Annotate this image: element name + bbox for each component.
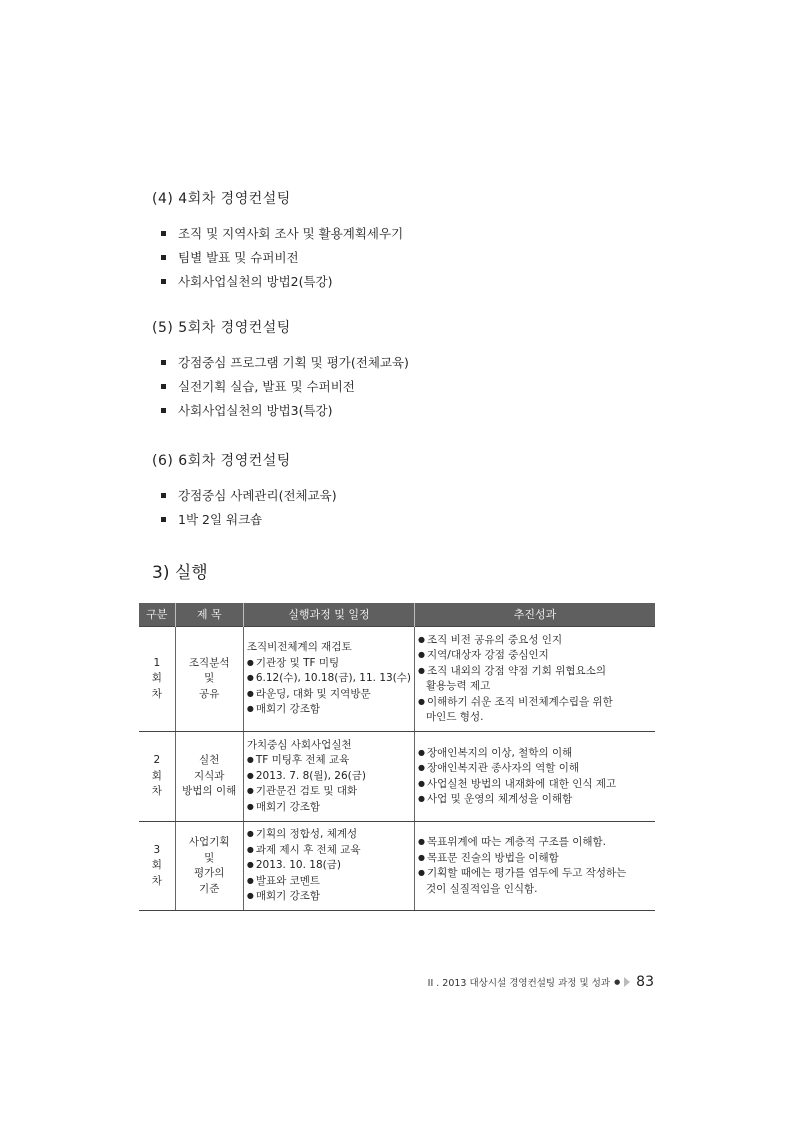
square-bullet-icon xyxy=(161,408,166,413)
header-title: 제 목 xyxy=(175,603,243,627)
footer-chapter-text: II . 2013 대상시설 경영컨설팅 과정 및 성과 xyxy=(427,978,611,989)
execution-table xyxy=(139,603,655,911)
list-item: 실전기획 실습, 발표 및 수퍼비전 xyxy=(152,375,409,399)
header-division: 구분 xyxy=(139,603,175,627)
table-header-row xyxy=(139,603,655,627)
dot-icon: ● xyxy=(614,978,621,986)
square-bullet-icon xyxy=(161,231,166,236)
bullet-list xyxy=(152,484,337,532)
execution-heading: 3) 실행 xyxy=(152,563,208,583)
square-bullet-icon xyxy=(161,360,166,365)
section-5 xyxy=(152,317,409,423)
table-row xyxy=(139,822,655,911)
square-bullet-icon xyxy=(161,517,166,522)
title-cell: 조직분석 및 공유 xyxy=(175,627,243,732)
header-results: 추진성과 xyxy=(415,603,655,627)
results-cell: ● 목표위계에 따는 계층적 구조를 이해함. ● 목표문 진술의 방법을 이해함 ● 기획할 때에는 평가를 염두에 두고 작성하는 것이 실질적임을 인식함. xyxy=(415,822,655,911)
results-cell: ● 장애인복지의 이상, 철학의 이해 ● 장애인복지관 종사자의 역할 이해 ● 사업실천 방법의 내재화에 대한 인식 제고 ● 사업 및 운영의 체계성을 이해함 xyxy=(415,732,655,822)
list-item: 조직 및 지역사회 조사 및 활용계획세우기 xyxy=(152,222,403,246)
table-row xyxy=(139,732,655,822)
page-footer xyxy=(428,974,654,990)
section-4 xyxy=(152,188,403,294)
section-6 xyxy=(152,450,337,532)
list-item: 1박 2일 워크숍 xyxy=(152,508,337,532)
section-heading: (4) 4회차 경영컨설팅 xyxy=(152,191,291,207)
header-process: 실행과정 및 일정 xyxy=(243,603,414,627)
table-row xyxy=(139,627,655,732)
page-number: 83 xyxy=(636,974,654,990)
process-cell: ● 기획의 정합성, 체계성 ● 과제 제시 후 전체 교육 ● 2013. 10. 18(금) ● 발표와 코멘트 ● 매회기 강조함 xyxy=(243,822,414,911)
round-cell: 2 회 차 xyxy=(139,732,175,822)
title-cell: 사업기획 및 평가의 기준 xyxy=(175,822,243,911)
round-cell: 1 회 차 xyxy=(139,627,175,732)
bullet-list xyxy=(152,351,409,423)
square-bullet-icon xyxy=(161,384,166,389)
square-bullet-icon xyxy=(161,279,166,284)
list-item: 강점중심 프로그램 기획 및 평가(전체교육) xyxy=(152,351,409,375)
bullet-list xyxy=(152,222,403,294)
chevron-right-icon xyxy=(624,977,630,987)
process-cell: 조직비전체계의 재검토 ● 기관장 및 TF 미팅 ● 6.12(수), 10.18(금), 11. 13(수) ● 라운딩, 대화 및 지역방문 ● 매회기 강조함 xyxy=(243,627,414,732)
round-cell: 3 회 차 xyxy=(139,822,175,911)
list-item: 사회사업실천의 방법2(특강) xyxy=(152,270,403,294)
list-item: 팀별 발표 및 슈퍼비전 xyxy=(152,246,403,270)
process-cell: 가치중심 사회사업실천 ● TF 미팅후 전체 교육 ● 2013. 7. 8(월), 26(금) ● 기관문건 검토 및 대화 ● 매회기 강조함 xyxy=(243,732,414,822)
section-heading: (6) 6회차 경영컨설팅 xyxy=(152,453,291,469)
list-item: 강점중심 사례관리(전체교육) xyxy=(152,484,337,508)
list-item: 사회사업실천의 방법3(특강) xyxy=(152,399,409,423)
section-heading: (5) 5회차 경영컨설팅 xyxy=(152,320,291,336)
square-bullet-icon xyxy=(161,255,166,260)
results-cell: ● 조직 비전 공유의 중요성 인지 ● 지역/대상자 강점 중심인지 ● 조직 내외의 강점 약점 기회 위협요소의 활용능력 제고 ● 이해하기 쉬운 조직 비전체계수립을 위한 마인드 형성. xyxy=(415,627,655,732)
square-bullet-icon xyxy=(161,493,166,498)
title-cell: 실천 지식과 방법의 이해 xyxy=(175,732,243,822)
